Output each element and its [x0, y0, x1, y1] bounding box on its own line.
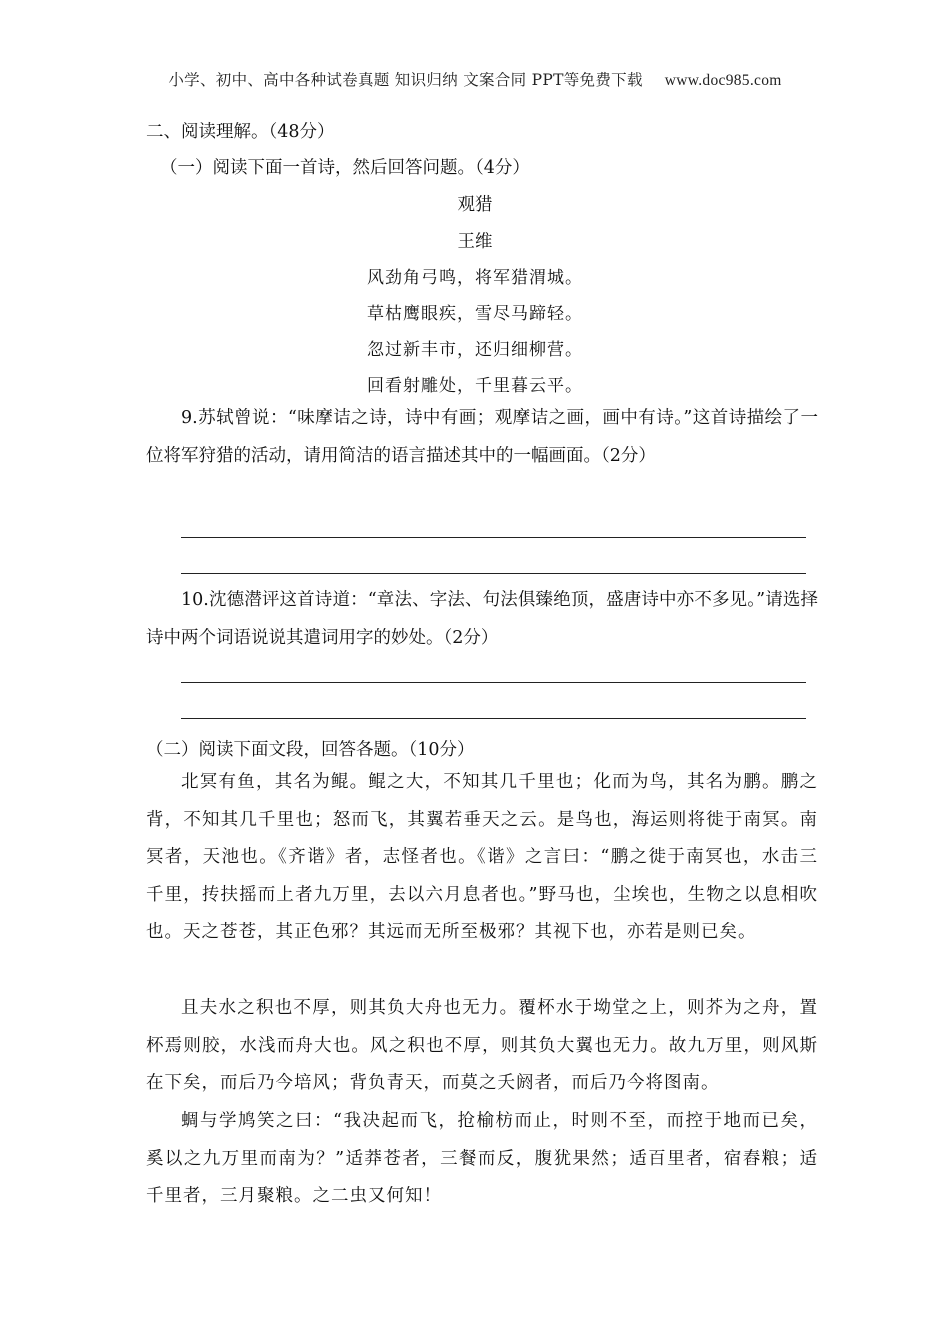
answer-line[interactable]	[181, 718, 806, 719]
passage-paragraph: 蜩与学鸠笑之曰：“我决起而飞，抢榆枋而止，时则不至，而控于地而已矣，奚以之九万里而南为？”适莽苍者，三餐而反，腹犹果然；适百里者，宿舂粮；适千里者，三月聚粮。之二虫又何知！	[146, 1111, 818, 1206]
poem-line: 忽过新丰市，还归细柳营。	[367, 340, 583, 360]
header-text: 小学、初中、高中各种试卷真题 知识归纳 文案合同 PPT等免费下载	[168, 71, 643, 89]
answer-line[interactable]	[181, 682, 806, 683]
answer-line[interactable]	[181, 573, 806, 574]
answer-line[interactable]	[181, 537, 806, 538]
poem-line: 风劲角弓鸣，将军猎渭城。	[367, 268, 583, 288]
section-title: 二、阅读理解。（48分）	[146, 122, 335, 142]
part1-title: （一）阅读下面一首诗，然后回答问题。（4分）	[160, 158, 530, 178]
poem-line: 回看射雕处，千里暮云平。	[367, 376, 583, 396]
poem-author: 王维	[457, 232, 493, 252]
page-header	[0, 68, 950, 90]
passage-paragraph: 且夫水之积也不厚，则其负大舟也无力。覆杯水于坳堂之上，则芥为之舟，置杯焉则胶，水浅而舟大也。风之积也不厚，则其负大翼也无力。故九万里，则风斯在下矣，而后乃今培风；背负青天，而莫之夭阏者，而后乃今将图南。	[146, 998, 818, 1093]
poem-line: 草枯鹰眼疾，雪尽马蹄轻。	[367, 304, 583, 324]
part2-title: （二）阅读下面文段，回答各题。（10分）	[146, 740, 475, 760]
question-10: 10.沈德潜评这首诗道：“章法、字法、句法俱臻绝顶，盛唐诗中亦不多见。”请选择诗中两个词语说说其遣词用字的妙处。（2分）	[146, 590, 818, 648]
header-site-link[interactable]: www.doc985.com	[664, 72, 782, 89]
question-9: 9.苏轼曾说：“味摩诘之诗，诗中有画；观摩诘之画，画中有诗。”这首诗描绘了一位将军狩猎的活动，请用简洁的语言描述其中的一幅画面。（2分）	[146, 408, 818, 466]
passage-paragraph: 北冥有鱼，其名为鲲。鲲之大，不知其几千里也；化而为鸟，其名为鹏。鹏之背，不知其几千里也；怒而飞，其翼若垂天之云。是鸟也，海运则将徙于南冥。南冥者，天池也。《齐谐》者，志怪者也。《谐》之言曰：“鹏之徙于南冥也，水击三千里，抟扶摇而上者九万里，去以六月息者也。”野马也，尘埃也，生物之以息相吹也。天之苍苍，其正色邪？其远而无所至极邪？其视下也，亦若是则已矣。	[146, 772, 818, 942]
poem-title: 观猎	[457, 195, 493, 215]
